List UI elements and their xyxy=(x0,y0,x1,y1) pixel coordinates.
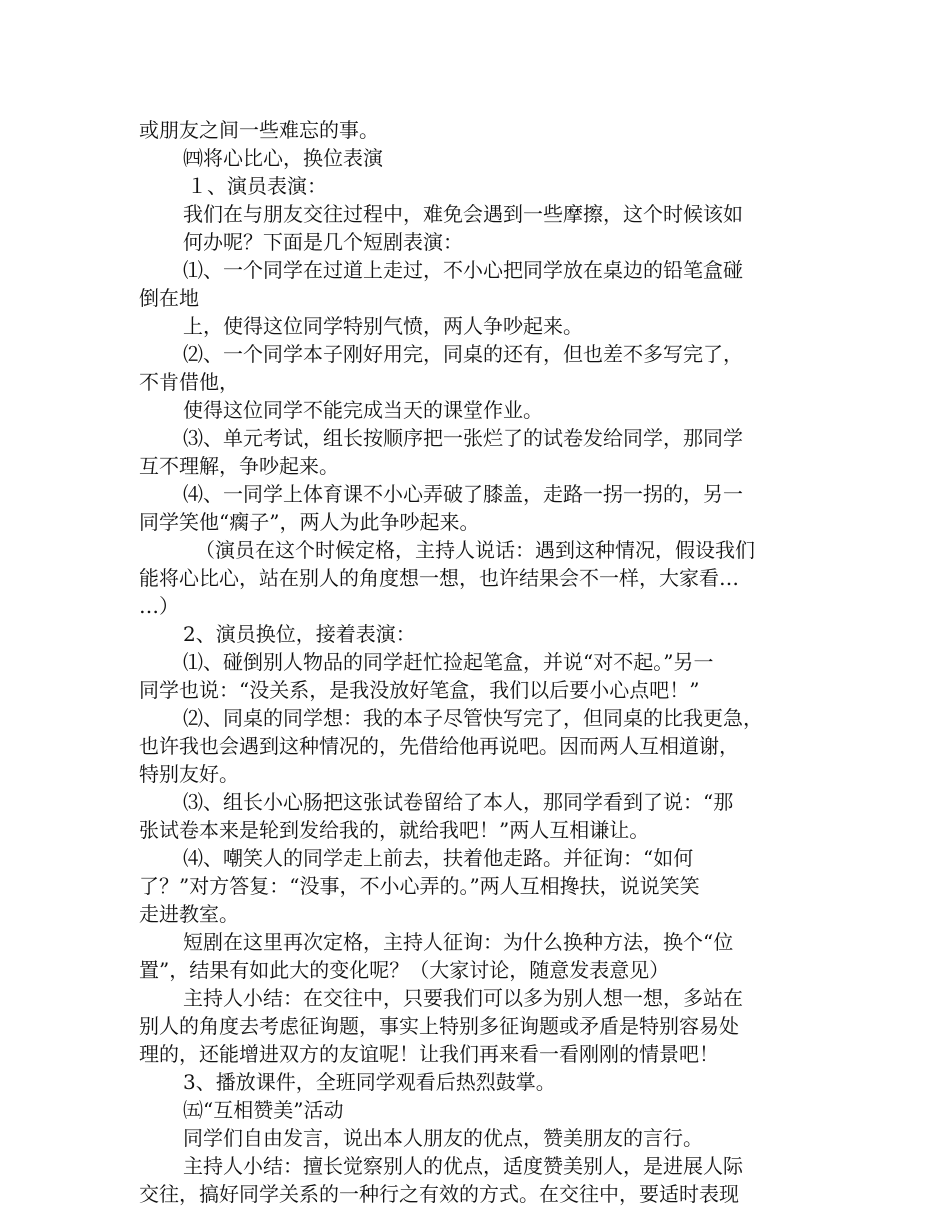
section-heading: ㈤“互相赞美”活动 xyxy=(183,1098,344,1122)
list-item: ⑴、碰倒别人物品的同学赶忙捡起笔盒，并说“对不起。”另一 xyxy=(183,650,714,674)
list-item: ⑵、同桌的同学想：我的本子尽管快写完了，但同桌的比我更急， xyxy=(183,706,763,730)
text-line: 倒在地 xyxy=(139,286,199,310)
text-line: 何办呢？下面是几个短剧表演： xyxy=(183,230,463,254)
text-line: 我们在与朋友交往过程中，难免会遇到一些摩擦，这个时候该如 xyxy=(183,202,743,226)
text-line: 使得这位同学不能完成当天的课堂作业。 xyxy=(183,398,543,422)
text-line: 张试卷本来是轮到发给我的，就给我吧！”两人互相谦让。 xyxy=(139,818,650,842)
text-line: 走进教室。 xyxy=(139,902,239,926)
text-line: 同学也说：“没关系，是我没放好笔盒，我们以后要小心点吧！” xyxy=(139,678,700,702)
text-line: 短剧在这里再次定格，主持人征询：为什么换种方法，换个“位 xyxy=(183,930,734,954)
text-line: 了？”对方答复：“没事，不小心弄的。”两人互相搀扶，说说笑笑 xyxy=(139,874,700,898)
list-item: ⑷、嘲笑人的同学走上前去，扶着他走路。并征询：“如何 xyxy=(183,846,694,870)
text-line: 上，使得这位同学特别气愤，两人争吵起来。 xyxy=(183,314,583,338)
text-line: 或朋友之间一些难忘的事。 xyxy=(139,118,379,142)
text-line: 主持人小结：擅长觉察别人的优点，适度赞美别人，是进展人际 xyxy=(183,1154,743,1178)
text-line: 互不理解，争吵起来。 xyxy=(139,454,339,478)
text-line: 也许我也会遇到这种情况的，先借给他再说吧。因而两人互相道谢， xyxy=(139,734,739,758)
list-item: ⑵、一个同学本子刚好用完，同桌的还有，但也差不多写完了， xyxy=(183,342,743,366)
text-line: …） xyxy=(139,594,179,618)
text-line: 主持人小结：在交往中，只要我们可以多为别人想一想，多站在 xyxy=(183,986,743,1010)
text-line: 同学笑他“瘸子”，两人为此争吵起来。 xyxy=(139,510,480,534)
text-line: 特别友好。 xyxy=(139,762,239,786)
list-item: ⑴、一个同学在过道上走过，不小心把同学放在桌边的铅笔盒碰 xyxy=(183,258,743,282)
document-body xyxy=(139,116,819,1208)
subsection-heading: 2、演员换位，接着表演： xyxy=(183,622,416,646)
list-item: ⑶、单元考试，组长按顺序把一张烂了的试卷发给同学，那同学 xyxy=(183,426,743,450)
subsection-heading: １、演员表演： xyxy=(187,174,327,198)
list-item: ⑶、组长小心肠把这张试卷留给了本人，那同学看到了说：“那 xyxy=(183,790,734,814)
text-line: 别人的角度去考虑征询题，事实上特别多征询题或矛盾是特别容易处 xyxy=(139,1014,739,1038)
text-line: 交往，搞好同学关系的一种行之有效的方式。在交往中，要适时表现 xyxy=(139,1182,739,1206)
text-line: 能将心比心，站在别人的角度想一想，也许结果会不一样，大家看… xyxy=(139,566,739,590)
text-line: 置”，结果有如此大的变化呢？（大家讨论，随意发表意见） xyxy=(139,958,670,982)
text-line: 理的，还能增进双方的友谊呢！让我们再来看一看刚刚的情景吧！ xyxy=(139,1042,719,1066)
list-item: ⑷、一同学上体育课不小心弄破了膝盖，走路一拐一拐的，另一 xyxy=(183,482,743,506)
subsection-heading: 3、播放课件，全班同学观看后热烈鼓掌。 xyxy=(183,1070,556,1094)
stage-note: （演员在这个时候定格，主持人说话：遇到这种情况，假设我们 xyxy=(195,538,755,562)
text-line: 同学们自由发言，说出本人朋友的优点，赞美朋友的言行。 xyxy=(183,1126,703,1150)
text-line: 不肯借他， xyxy=(139,370,239,394)
section-heading: ㈣将心比心，换位表演 xyxy=(183,146,383,170)
